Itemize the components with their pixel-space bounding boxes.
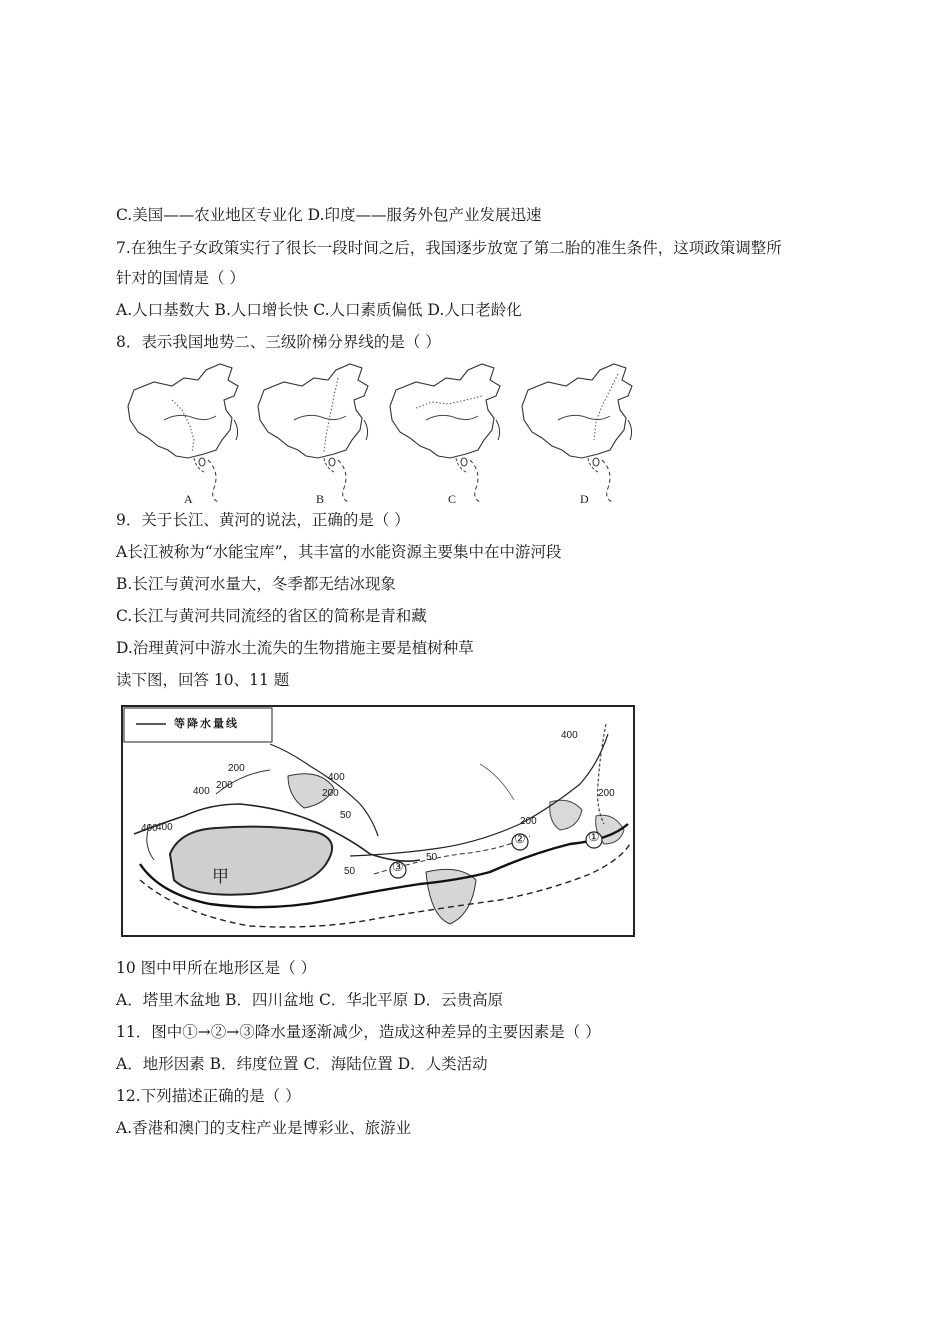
isoline-label: 400 (193, 786, 210, 797)
region-label-jia: 甲 (212, 867, 229, 887)
option-line-c-d: C.美国——农业地区专业化 D.印度——服务外包产业发展迅速 (116, 206, 542, 224)
read-figure-instruction: 读下图，回答 10、11 题 (116, 671, 290, 689)
china-maps-figure (124, 360, 654, 510)
isoline-label: 200 (216, 780, 233, 791)
question-9-option-b: B.长江与黄河水量大，冬季都无结冰现象 (116, 575, 396, 593)
isoline-label: 400 (141, 823, 158, 834)
question-12-option-a: A.香港和澳门的支柱产业是博彩业、旅游业 (116, 1119, 412, 1137)
legend-label: 等降水量线 (174, 717, 239, 730)
china-map-label-d: D (580, 492, 589, 506)
question-8-stem: 8．表示我国地势二、三级阶梯分界线的是（ ） (116, 333, 441, 351)
isoline-label: 400 (156, 822, 173, 833)
marker-2: ② (514, 832, 526, 847)
marker-3: ③ (392, 860, 404, 875)
question-9-stem: 9．关于长江、黄河的说法，正确的是（ ） (116, 511, 410, 529)
question-7-stem-cont: 针对的国情是（ ） (116, 269, 245, 287)
question-11-options: A．地形因素 B．纬度位置 C．海陆位置 D．人类活动 (116, 1055, 488, 1073)
isoline-label: 200 (598, 788, 615, 799)
question-7-stem: 7.在独生子女政策实行了很长一段时间之后，我国逐步放宽了第二胎的准生条件，这项政策调整所 (116, 239, 782, 257)
isoline-label: 50 (426, 852, 438, 863)
isoline-label: 400 (561, 730, 578, 741)
question-7-options: A.人口基数大 B.人口增长快 C.人口素质偏低 D.人口老龄化 (116, 301, 522, 319)
marker-1: ① (588, 830, 600, 845)
isoline-label: 200 (322, 788, 339, 799)
question-9-option-d: D.治理黄河中游水土流失的生物措施主要是植树种草 (116, 639, 474, 657)
question-10-options: A．塔里木盆地 B．四川盆地 C．华北平原 D．云贵高原 (116, 991, 504, 1009)
isoline-label: 400 (328, 772, 345, 783)
isoline-label: 50 (340, 810, 352, 821)
china-map-label-b: B (316, 492, 325, 506)
isoline-label: 50 (344, 866, 356, 877)
isoline-label: 200 (520, 816, 537, 827)
question-12-stem: 12.下列描述正确的是（ ） (116, 1087, 301, 1105)
question-9-option-a: A长江被称为“水能宝库”，其丰富的水能资源主要集中在中游河段 (116, 543, 562, 561)
isoline-label: 200 (228, 763, 245, 774)
china-map-label-a: A (184, 492, 193, 506)
question-9-option-c: C.长江与黄河共同流经的省区的简称是青和藏 (116, 607, 427, 625)
question-10-stem: 10 图中甲所在地形区是（ ） (116, 959, 317, 977)
china-map-label-c: C (448, 492, 457, 506)
question-11-stem: 11．图中①→②→③降水量逐渐减少，造成这种差异的主要因素是（ ） (116, 1023, 601, 1041)
